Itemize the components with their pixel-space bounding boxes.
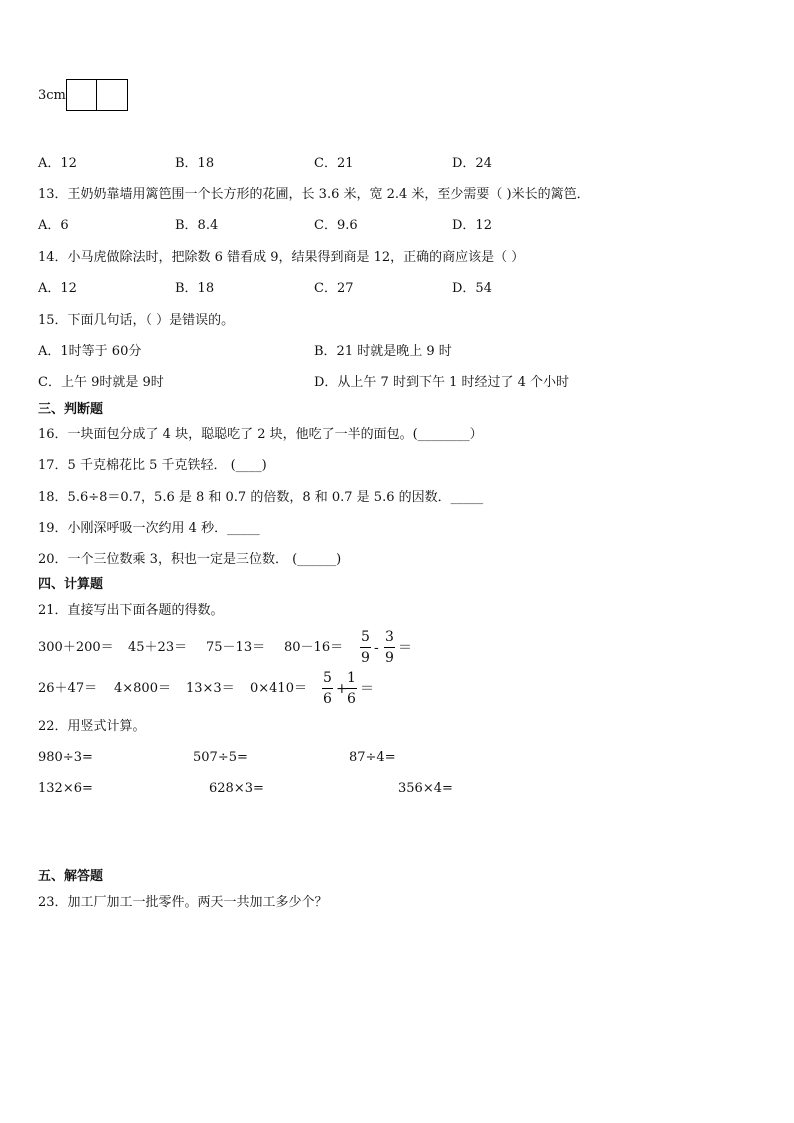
q19-text: 19．小刚深呼吸一次约用 4 秒．_____: [38, 521, 260, 536]
q15-option-b: B．21 时就是晚上 9 时: [314, 344, 452, 359]
q21-r1-operator: -: [374, 640, 379, 656]
fraction-denominator: 9: [361, 650, 370, 666]
q22-r1-item-1: 980÷3=: [38, 750, 93, 765]
fraction-numerator: 1: [347, 670, 356, 686]
fraction-numerator: 5: [323, 670, 332, 686]
q21-r1-fraction-b: [384, 629, 395, 666]
section-3-title: 三、判断题: [38, 402, 104, 417]
fraction-denominator: 6: [323, 691, 332, 707]
q22-r1-item-2: 507÷5=: [193, 750, 248, 765]
q13-option-a: A．6: [38, 218, 69, 233]
fraction-bar: [346, 688, 357, 689]
q18-text: 18．5.6÷8＝0.7，5.6 是 8 和 0.7 的倍数，8 和 0.7 是 5.6 的因数．_____: [38, 490, 484, 505]
q12-option-c: C．21: [314, 156, 354, 171]
q13-option-b: B．8.4: [175, 218, 219, 233]
figure-label: 3cm: [38, 88, 66, 103]
fraction-numerator: 5: [361, 629, 370, 645]
fraction-denominator: 9: [385, 650, 394, 666]
q23-text: 23．加工厂加工一批零件。两天一共加工多少个？: [38, 895, 328, 910]
q13-option-c: C．9.6: [314, 218, 358, 233]
q22-text: 22．用竖式计算。: [38, 719, 146, 734]
q17-text: 17．5 千克棉花比 5 千克铁轻． (____): [38, 458, 267, 473]
q21-text: 21．直接写出下面各题的得数。: [38, 603, 224, 618]
q15-option-c: C．上午 9时就是 9时: [38, 375, 164, 390]
q21-r2-fraction-b: [346, 670, 357, 707]
fraction-bar: [360, 647, 371, 648]
section-5-title: 五、解答题: [38, 869, 104, 884]
q21-r1-item-3: 75－13＝: [206, 640, 266, 655]
q21-r2-item-1: 26＋47＝: [38, 681, 98, 696]
q16-text: 16．一块面包分成了 4 块，聪聪吃了 2 块，他吃了一半的面包。(________）: [38, 427, 483, 442]
q21-r1-item-4: 80－16＝: [284, 640, 344, 655]
q14-text: 14．小马虎做除法时，把除数 6 错看成 9，结果得到商是 12，正确的商应该是（ ）: [38, 250, 525, 265]
q12-option-d: D．24: [452, 156, 492, 171]
q12-option-a: A．12: [38, 156, 77, 171]
q22-r1-item-3: 87÷4=: [349, 750, 396, 765]
q14-option-a: A．12: [38, 281, 77, 296]
q22-r2-item-2: 628×3=: [209, 781, 264, 796]
q21-r1-fraction-a: [360, 629, 371, 666]
q21-r2-operator: +: [336, 681, 348, 697]
q21-r2-item-4: 0×410＝: [250, 681, 307, 696]
q21-r1-equals: ＝: [398, 640, 412, 656]
q15-text: 15．下面几句话，（ ）是错误的。: [38, 313, 235, 328]
q14-option-c: C．27: [314, 281, 354, 296]
figure-square-1: [66, 79, 98, 111]
q13-option-d: D．12: [452, 218, 492, 233]
fraction-bar: [322, 688, 333, 689]
q21-r2-fraction-a: [322, 670, 333, 707]
figure-square-2: [96, 79, 128, 111]
section-4-title: 四、计算题: [38, 577, 104, 592]
q15-option-a: A．1时等于 60分: [38, 344, 142, 359]
q22-r2-item-1: 132×6=: [38, 781, 93, 796]
q14-option-b: B．18: [175, 281, 215, 296]
q21-r2-equals: ＝: [360, 681, 374, 697]
q21-r2-item-3: 13×3＝: [186, 681, 235, 696]
q22-r2-item-3: 356×4=: [398, 781, 453, 796]
fraction-denominator: 6: [347, 691, 356, 707]
q14-option-d: D．54: [452, 281, 492, 296]
q13-text: 13．王奶奶靠墙用篱笆围一个长方形的花圃，长 3.6 米，宽 2.4 米，至少需要（ )米长的篱笆．: [38, 187, 590, 202]
q20-text: 20．一个三位数乘 3，积也一定是三位数． (______): [38, 552, 342, 567]
q21-r1-item-1: 300＋200＝: [38, 640, 114, 655]
q21-r2-item-2: 4×800＝: [114, 681, 171, 696]
q15-option-d: D．从上午 7 时到下午 1 时经过了 4 个小时: [314, 375, 570, 390]
fraction-numerator: 3: [385, 629, 394, 645]
q12-option-b: B．18: [175, 156, 215, 171]
q21-r1-item-2: 45＋23＝: [128, 640, 188, 655]
fraction-bar: [384, 647, 395, 648]
